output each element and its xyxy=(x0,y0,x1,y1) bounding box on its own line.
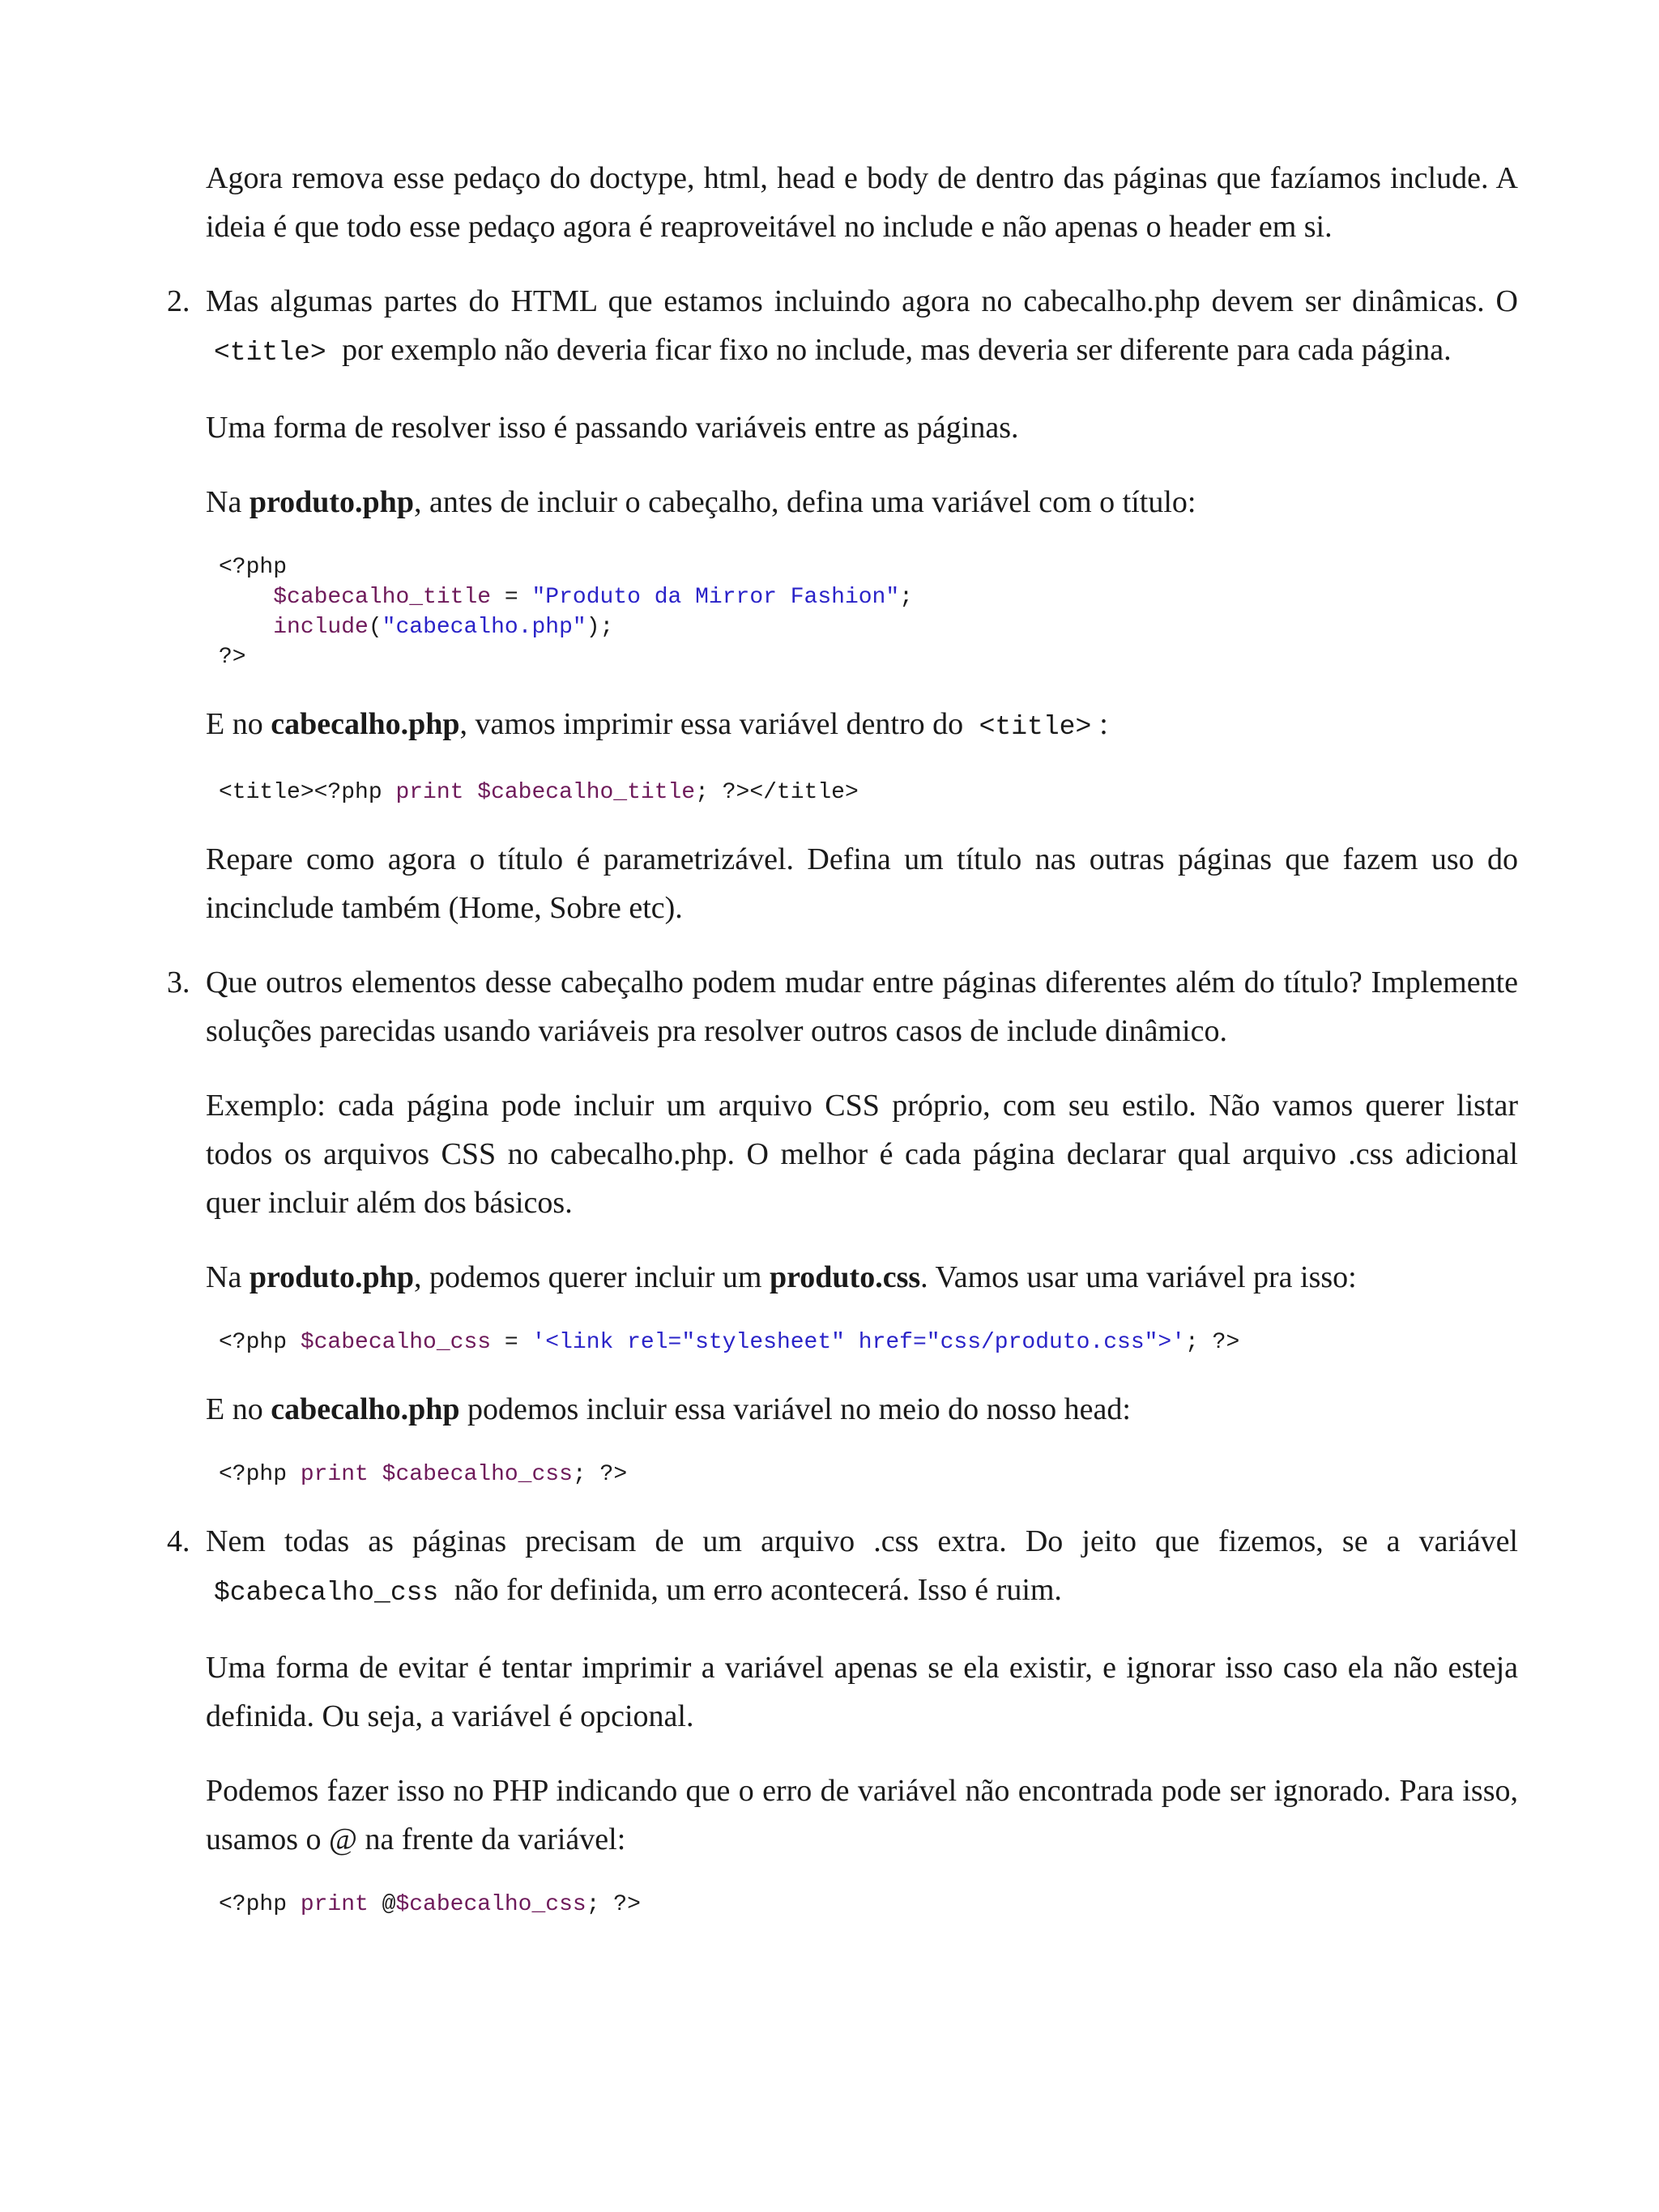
paragraph-other-elements: Que outros elementos desse cabeçalho podem mudar entre páginas diferentes além do título? Implemente soluções parecidas usando variáveis pra resolver outros casos de include dinâmico. xyxy=(206,965,1518,1048)
code-variable: $cabecalho_css xyxy=(395,1892,586,1917)
code-variable: $cabecalho_css xyxy=(382,1462,573,1487)
code-indent xyxy=(219,585,273,610)
text-span: , antes de incluir o cabeçalho, defina uma variável com o título: xyxy=(413,485,1196,519)
code-indent xyxy=(219,615,273,640)
paragraph-print-title xyxy=(206,700,1518,752)
bold-filename: cabecalho.php xyxy=(271,1392,460,1426)
code-token: ; xyxy=(899,585,913,610)
inline-code-title: <title> xyxy=(979,712,1092,742)
paragraph-at-operator: Podemos fazer isso no PHP indicando que o erro de variável não encontrada pode ser ignorado. Para isso, usamos o @ na frente da variável: xyxy=(206,1774,1518,1856)
code-token: ; ?></title> xyxy=(695,780,859,805)
code-variable: $cabecalho_title xyxy=(273,585,492,610)
list-item-4 xyxy=(167,1517,1518,1617)
code-token: <?php xyxy=(219,1330,301,1355)
text-span: E no xyxy=(206,707,271,741)
code-token: <?php xyxy=(219,1462,301,1487)
code-token xyxy=(463,780,477,805)
paragraph-remove-doctype: Agora remova esse pedaço do doctype, html, head e body de dentro das páginas que fazíamos include. A ideia é que todo esse pedaço agora é reaproveitável no include e não apenas o header em si. xyxy=(206,161,1518,244)
code-variable: $cabecalho_title xyxy=(477,780,696,805)
text-span: Na xyxy=(206,485,249,519)
inline-code-title: <title> xyxy=(214,338,326,368)
text-span: : xyxy=(1099,707,1108,741)
paragraph-define-variable xyxy=(206,478,1518,526)
code-token: ; ?> xyxy=(586,1892,641,1917)
text-span: não for definida, um erro acontecerá. Isso é ruim. xyxy=(446,1573,1062,1607)
code-block-set-css xyxy=(219,1328,1518,1357)
paragraph-produto-css xyxy=(206,1253,1518,1302)
code-token: ( xyxy=(368,615,382,640)
text-span: , vamos imprimir essa variável dentro do xyxy=(459,707,971,741)
code-token: = xyxy=(491,585,532,610)
text-span: . Vamos usar uma variável pra isso: xyxy=(920,1260,1357,1294)
code-token: @ xyxy=(368,1892,396,1917)
text-span: podemos incluir essa variável no meio do nosso head: xyxy=(459,1392,1131,1426)
code-token: ; ?> xyxy=(1185,1330,1240,1355)
text-span: Mas algumas partes do HTML que estamos incluindo agora no cabecalho.php devem ser dinâmicas. O xyxy=(206,284,1518,318)
code-block-set-title xyxy=(219,552,1518,672)
text-span: por exemplo não deveria ficar fixo no include, mas deveria ser diferente para cada página. xyxy=(334,333,1452,367)
code-token: <title><?php xyxy=(219,780,396,805)
code-string: "cabecalho.php" xyxy=(382,615,586,640)
list-number: 4. xyxy=(167,1524,190,1558)
code-keyword: print xyxy=(300,1462,369,1487)
paragraph-dynamic-parts xyxy=(206,277,1518,377)
code-token: <?php xyxy=(219,555,288,580)
code-token: <?php xyxy=(219,1892,301,1917)
paragraph-avoid-error: Uma forma de evitar é tentar imprimir a variável apenas se ela existir, e ignorar isso caso ela não esteja definida. Ou seja, a variável é opcional. xyxy=(206,1651,1518,1733)
code-keyword: include xyxy=(273,615,369,640)
text-span: Nem todas as páginas precisam de um arquivo .css extra. Do jeito que fizemos, se a variável xyxy=(206,1524,1518,1558)
inline-code-variable: $cabecalho_css xyxy=(214,1578,439,1608)
code-token: ); xyxy=(586,615,614,640)
code-variable: $cabecalho_css xyxy=(300,1330,492,1355)
paragraph-include-in-head xyxy=(206,1385,1518,1434)
paragraph-optional-css xyxy=(206,1517,1518,1617)
list-item-2 xyxy=(167,277,1518,377)
code-block-print-title xyxy=(219,778,1518,808)
code-keyword: print xyxy=(300,1892,369,1917)
bold-filename: produto.php xyxy=(249,485,414,519)
code-token: ?> xyxy=(219,645,246,670)
code-token xyxy=(369,1462,382,1487)
code-block-print-css xyxy=(219,1460,1518,1490)
code-token: = xyxy=(491,1330,532,1355)
paragraph-parametrizable: Repare como agora o título é parametrizável. Defina um título nas outras páginas que fazem uso do incinclude também (Home, Sobre etc). xyxy=(206,842,1518,925)
code-string: '<link rel="stylesheet" href="css/produto.css">' xyxy=(531,1330,1186,1355)
page-content xyxy=(167,154,1518,1947)
text-span: E no xyxy=(206,1392,271,1426)
paragraph-pass-variables: Uma forma de resolver isso é passando variáveis entre as páginas. xyxy=(206,411,1019,445)
code-token: ; ?> xyxy=(572,1462,628,1487)
bold-filename: cabecalho.php xyxy=(271,707,460,741)
code-string: "Produto da Mirror Fashion" xyxy=(531,585,900,610)
list-number: 2. xyxy=(167,284,190,318)
paragraph-css-example: Exemplo: cada página pode incluir um arquivo CSS próprio, com seu estilo. Não vamos querer listar todos os arquivos CSS no cabecalho.php. O melhor é cada página declarar qual arquivo .css adicional quer incluir além dos básicos. xyxy=(206,1089,1518,1220)
bold-filename: produto.css xyxy=(769,1260,921,1294)
list-item-3 xyxy=(167,958,1518,1055)
code-block-suppress-error xyxy=(219,1890,1518,1920)
code-keyword: print xyxy=(395,780,464,805)
text-span: Na xyxy=(206,1260,249,1294)
text-span: , podemos querer incluir um xyxy=(413,1260,770,1294)
list-number: 3. xyxy=(167,965,190,999)
bold-filename: produto.php xyxy=(249,1260,414,1294)
